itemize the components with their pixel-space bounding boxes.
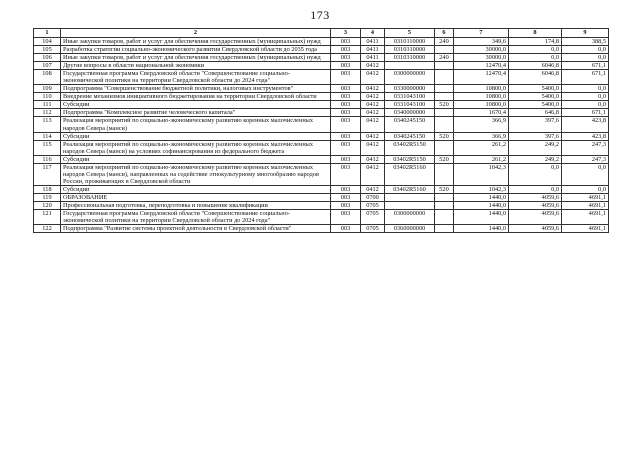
target-article-code: 0340000000 — [385, 109, 435, 117]
amount-year-3: 423,8 — [562, 117, 609, 132]
section-code: 0412 — [361, 185, 385, 193]
section-code: 0700 — [361, 193, 385, 201]
column-header-5: 5 — [385, 29, 435, 38]
target-article-code: 03402R5160 — [385, 185, 435, 193]
expense-type-code: 520 — [435, 132, 454, 140]
row-name: Внедрение механизмов инициативного бюджетирования на территории Свердловской области — [61, 93, 331, 101]
column-header-6: 6 — [435, 29, 454, 38]
row-name: Иные закупки товаров, работ и услуг для обеспечения государственных (муниципальных) нужд — [61, 54, 331, 62]
amount-year-2: 174,8 — [509, 38, 562, 46]
amount-year-1: 1042,3 — [454, 185, 509, 193]
target-article-code: 03402R5150 — [385, 155, 435, 163]
row-number: 117 — [34, 163, 61, 185]
amount-year-3: 671,1 — [562, 62, 609, 70]
amount-year-2: 5400,0 — [509, 93, 562, 101]
expense-type-code — [435, 117, 454, 132]
page-number: 173 — [310, 8, 330, 22]
row-name: Субсидии — [61, 101, 331, 109]
column-header-8: 8 — [509, 29, 562, 38]
amount-year-3: 671,1 — [562, 70, 609, 85]
target-article-code — [385, 62, 435, 70]
section-code: 0411 — [361, 46, 385, 54]
table-row — [34, 62, 609, 70]
row-number: 118 — [34, 185, 61, 193]
amount-year-1: 10800,0 — [454, 85, 509, 93]
expense-type-code — [435, 109, 454, 117]
expense-type-code — [435, 93, 454, 101]
amount-year-1: 10800,0 — [454, 93, 509, 101]
row-number: 109 — [34, 85, 61, 93]
ministry-code: 003 — [331, 132, 361, 140]
section-code: 0412 — [361, 62, 385, 70]
table-row — [34, 101, 609, 109]
ministry-code: 003 — [331, 38, 361, 46]
expense-type-code — [435, 85, 454, 93]
table-row — [34, 38, 609, 46]
expense-type-code — [435, 201, 454, 209]
expense-type-code: 520 — [435, 101, 454, 109]
amount-year-3: 0,0 — [562, 185, 609, 193]
target-article-code: 0300000000 — [385, 210, 435, 225]
amount-year-2: 4059,6 — [509, 225, 562, 233]
section-code: 0412 — [361, 101, 385, 109]
amount-year-1: 366,9 — [454, 132, 509, 140]
target-article-code: 0340245150 — [385, 132, 435, 140]
amount-year-1: 30000,0 — [454, 54, 509, 62]
ministry-code: 003 — [331, 185, 361, 193]
row-number: 110 — [34, 93, 61, 101]
amount-year-3: 423,8 — [562, 132, 609, 140]
table-row — [34, 210, 609, 225]
row-number: 105 — [34, 46, 61, 54]
amount-year-3: 4691,1 — [562, 210, 609, 225]
expense-type-code — [435, 163, 454, 185]
amount-year-1: 1440,0 — [454, 225, 509, 233]
section-code: 0412 — [361, 140, 385, 155]
column-header-7: 7 — [454, 29, 509, 38]
row-number: 111 — [34, 101, 61, 109]
amount-year-3: 4691,1 — [562, 225, 609, 233]
ministry-code: 003 — [331, 155, 361, 163]
amount-year-2: 6046,8 — [509, 70, 562, 85]
amount-year-1: 12470,4 — [454, 70, 509, 85]
column-header-4: 4 — [361, 29, 385, 38]
row-number: 108 — [34, 70, 61, 85]
table-row — [34, 46, 609, 54]
row-name: Субсидии — [61, 132, 331, 140]
amount-year-2: 4059,6 — [509, 201, 562, 209]
amount-year-2: 397,6 — [509, 132, 562, 140]
amount-year-3: 671,1 — [562, 109, 609, 117]
amount-year-3: 4691,1 — [562, 193, 609, 201]
amount-year-2: 5400,0 — [509, 101, 562, 109]
row-name: Разработка стратегии социально-экономического развития Свердловской области до 2035 года — [61, 46, 331, 54]
row-name: Иные закупки товаров, работ и услуг для обеспечения государственных (муниципальных) нужд — [61, 38, 331, 46]
section-code: 0411 — [361, 54, 385, 62]
amount-year-2: 249,2 — [509, 155, 562, 163]
expense-type-code — [435, 225, 454, 233]
amount-year-1: 1440,0 — [454, 193, 509, 201]
table-row — [34, 85, 609, 93]
target-article-code: 0340245150 — [385, 117, 435, 132]
amount-year-3: 247,3 — [562, 140, 609, 155]
amount-year-3: 0,0 — [562, 54, 609, 62]
row-number: 112 — [34, 109, 61, 117]
amount-year-3: 388,5 — [562, 38, 609, 46]
amount-year-1: 10800,0 — [454, 101, 509, 109]
target-article-code: 0331043100 — [385, 101, 435, 109]
ministry-code: 003 — [331, 62, 361, 70]
section-code: 0412 — [361, 163, 385, 185]
ministry-code: 003 — [331, 117, 361, 132]
table-row — [34, 109, 609, 117]
amount-year-1: 1440,0 — [454, 210, 509, 225]
row-number: 119 — [34, 193, 61, 201]
target-article-code — [385, 201, 435, 209]
row-number: 113 — [34, 117, 61, 132]
budget-table — [33, 28, 609, 233]
row-number: 121 — [34, 210, 61, 225]
amount-year-3: 0,0 — [562, 163, 609, 185]
ministry-code: 003 — [331, 93, 361, 101]
section-code: 0705 — [361, 201, 385, 209]
target-article-code: 03402R5160 — [385, 163, 435, 185]
ministry-code: 003 — [331, 210, 361, 225]
row-name: Государственная программа Свердловской области "Совершенствование социально-экономической политики на территории Свердловской области до 2024 года" — [61, 210, 331, 225]
expense-type-code — [435, 193, 454, 201]
row-name: Подпрограмма "Развитие системы проектной деятельности в Свердловской области" — [61, 225, 331, 233]
amount-year-2: 6046,8 — [509, 62, 562, 70]
ministry-code: 003 — [331, 85, 361, 93]
expense-type-code — [435, 46, 454, 54]
amount-year-2: 0,0 — [509, 185, 562, 193]
amount-year-1: 366,9 — [454, 117, 509, 132]
table-row — [34, 225, 609, 233]
amount-year-1: 261,2 — [454, 140, 509, 155]
amount-year-1: 1042,3 — [454, 163, 509, 185]
amount-year-3: 0,0 — [562, 85, 609, 93]
table-row — [34, 140, 609, 155]
amount-year-1: 261,2 — [454, 155, 509, 163]
row-name: Подпрограмма "Совершенствование бюджетной политики, налоговых инструментов" — [61, 85, 331, 93]
section-code: 0411 — [361, 38, 385, 46]
row-number: 104 — [34, 38, 61, 46]
ministry-code: 003 — [331, 193, 361, 201]
ministry-code: 003 — [331, 101, 361, 109]
row-number: 115 — [34, 140, 61, 155]
expense-type-code — [435, 62, 454, 70]
ministry-code: 003 — [331, 54, 361, 62]
row-number: 116 — [34, 155, 61, 163]
amount-year-3: 0,0 — [562, 46, 609, 54]
amount-year-1: 1440,0 — [454, 201, 509, 209]
column-header-1: 1 — [34, 29, 61, 38]
ministry-code: 003 — [331, 109, 361, 117]
amount-year-2: 0,0 — [509, 163, 562, 185]
amount-year-2: 249,2 — [509, 140, 562, 155]
section-code: 0412 — [361, 109, 385, 117]
amount-year-2: 0,0 — [509, 54, 562, 62]
amount-year-3: 4691,1 — [562, 201, 609, 209]
section-code: 0412 — [361, 155, 385, 163]
ministry-code: 003 — [331, 140, 361, 155]
amount-year-2: 4059,6 — [509, 193, 562, 201]
row-name: Субсидии — [61, 185, 331, 193]
target-article-code: 0310310000 — [385, 54, 435, 62]
row-name: Другие вопросы в области национальной экономики — [61, 62, 331, 70]
amount-year-1: 30000,0 — [454, 46, 509, 54]
row-name: Реализация мероприятий по социально-экономическому развитию коренных малочисленных народов Севера (манси) — [61, 117, 331, 132]
table-row — [34, 93, 609, 101]
row-name: Реализация мероприятий по социально-экономическому развитию коренных малочисленных народов Севера (манси), направленных на содействие этнокультурному многообразию народов России, проживающих в Свердловской области — [61, 163, 331, 185]
expense-type-code — [435, 70, 454, 85]
amount-year-3: 247,3 — [562, 155, 609, 163]
row-number: 106 — [34, 54, 61, 62]
table-row — [34, 155, 609, 163]
table-row — [34, 193, 609, 201]
amount-year-2: 0,0 — [509, 46, 562, 54]
section-code: 0705 — [361, 210, 385, 225]
ministry-code: 003 — [331, 201, 361, 209]
expense-type-code — [435, 210, 454, 225]
row-number: 120 — [34, 201, 61, 209]
target-article-code: 0300000000 — [385, 70, 435, 85]
expense-type-code: 520 — [435, 155, 454, 163]
column-header-3: 3 — [331, 29, 361, 38]
row-number: 114 — [34, 132, 61, 140]
row-name: ОБРАЗОВАНИЕ — [61, 193, 331, 201]
section-code: 0412 — [361, 85, 385, 93]
ministry-code: 003 — [331, 225, 361, 233]
amount-year-1: 1670,4 — [454, 109, 509, 117]
ministry-code: 003 — [331, 163, 361, 185]
row-name: Государственная программа Свердловской области "Совершенствование социально-экономической политики на территории Свердловской области до 2024 года" — [61, 70, 331, 85]
target-article-code: 0310110000 — [385, 38, 435, 46]
amount-year-2: 646,8 — [509, 109, 562, 117]
column-header-2: 2 — [61, 29, 331, 38]
amount-year-1: 349,6 — [454, 38, 509, 46]
ministry-code: 003 — [331, 70, 361, 85]
row-name: Профессиональная подготовка, переподготовка и повышение квалификации — [61, 201, 331, 209]
section-code: 0412 — [361, 93, 385, 101]
amount-year-2: 397,6 — [509, 117, 562, 132]
target-article-code: 03402R5150 — [385, 140, 435, 155]
target-article-code — [385, 193, 435, 201]
header-row — [34, 29, 609, 38]
amount-year-1: 12470,4 — [454, 62, 509, 70]
amount-year-2: 4059,6 — [509, 210, 562, 225]
target-article-code: 0331043100 — [385, 93, 435, 101]
column-header-9: 9 — [562, 29, 609, 38]
amount-year-3: 0,0 — [562, 93, 609, 101]
target-article-code: 0310310000 — [385, 46, 435, 54]
row-name: Подпрограмма "Комплексное развитие человеческого капитала" — [61, 109, 331, 117]
section-code: 0705 — [361, 225, 385, 233]
table-row — [34, 54, 609, 62]
table-row — [34, 163, 609, 185]
target-article-code: 0330000000 — [385, 85, 435, 93]
table-row — [34, 70, 609, 85]
table-row — [34, 201, 609, 209]
target-article-code: 0360000000 — [385, 225, 435, 233]
table-row — [34, 132, 609, 140]
row-name: Реализация мероприятий по социально-экономическому развитию коренных малочисленных народов Севера (манси) на условиях софинансирования из федерального бюджета — [61, 140, 331, 155]
amount-year-3: 0,0 — [562, 101, 609, 109]
amount-year-2: 5400,0 — [509, 85, 562, 93]
section-code: 0412 — [361, 132, 385, 140]
expense-type-code — [435, 140, 454, 155]
expense-type-code: 240 — [435, 54, 454, 62]
expense-type-code: 520 — [435, 185, 454, 193]
row-name: Субсидии — [61, 155, 331, 163]
row-number: 122 — [34, 225, 61, 233]
table-row — [34, 185, 609, 193]
expense-type-code: 240 — [435, 38, 454, 46]
table-row — [34, 117, 609, 132]
section-code: 0412 — [361, 70, 385, 85]
table-body — [34, 38, 609, 233]
ministry-code: 003 — [331, 46, 361, 54]
section-code: 0412 — [361, 117, 385, 132]
row-number: 107 — [34, 62, 61, 70]
